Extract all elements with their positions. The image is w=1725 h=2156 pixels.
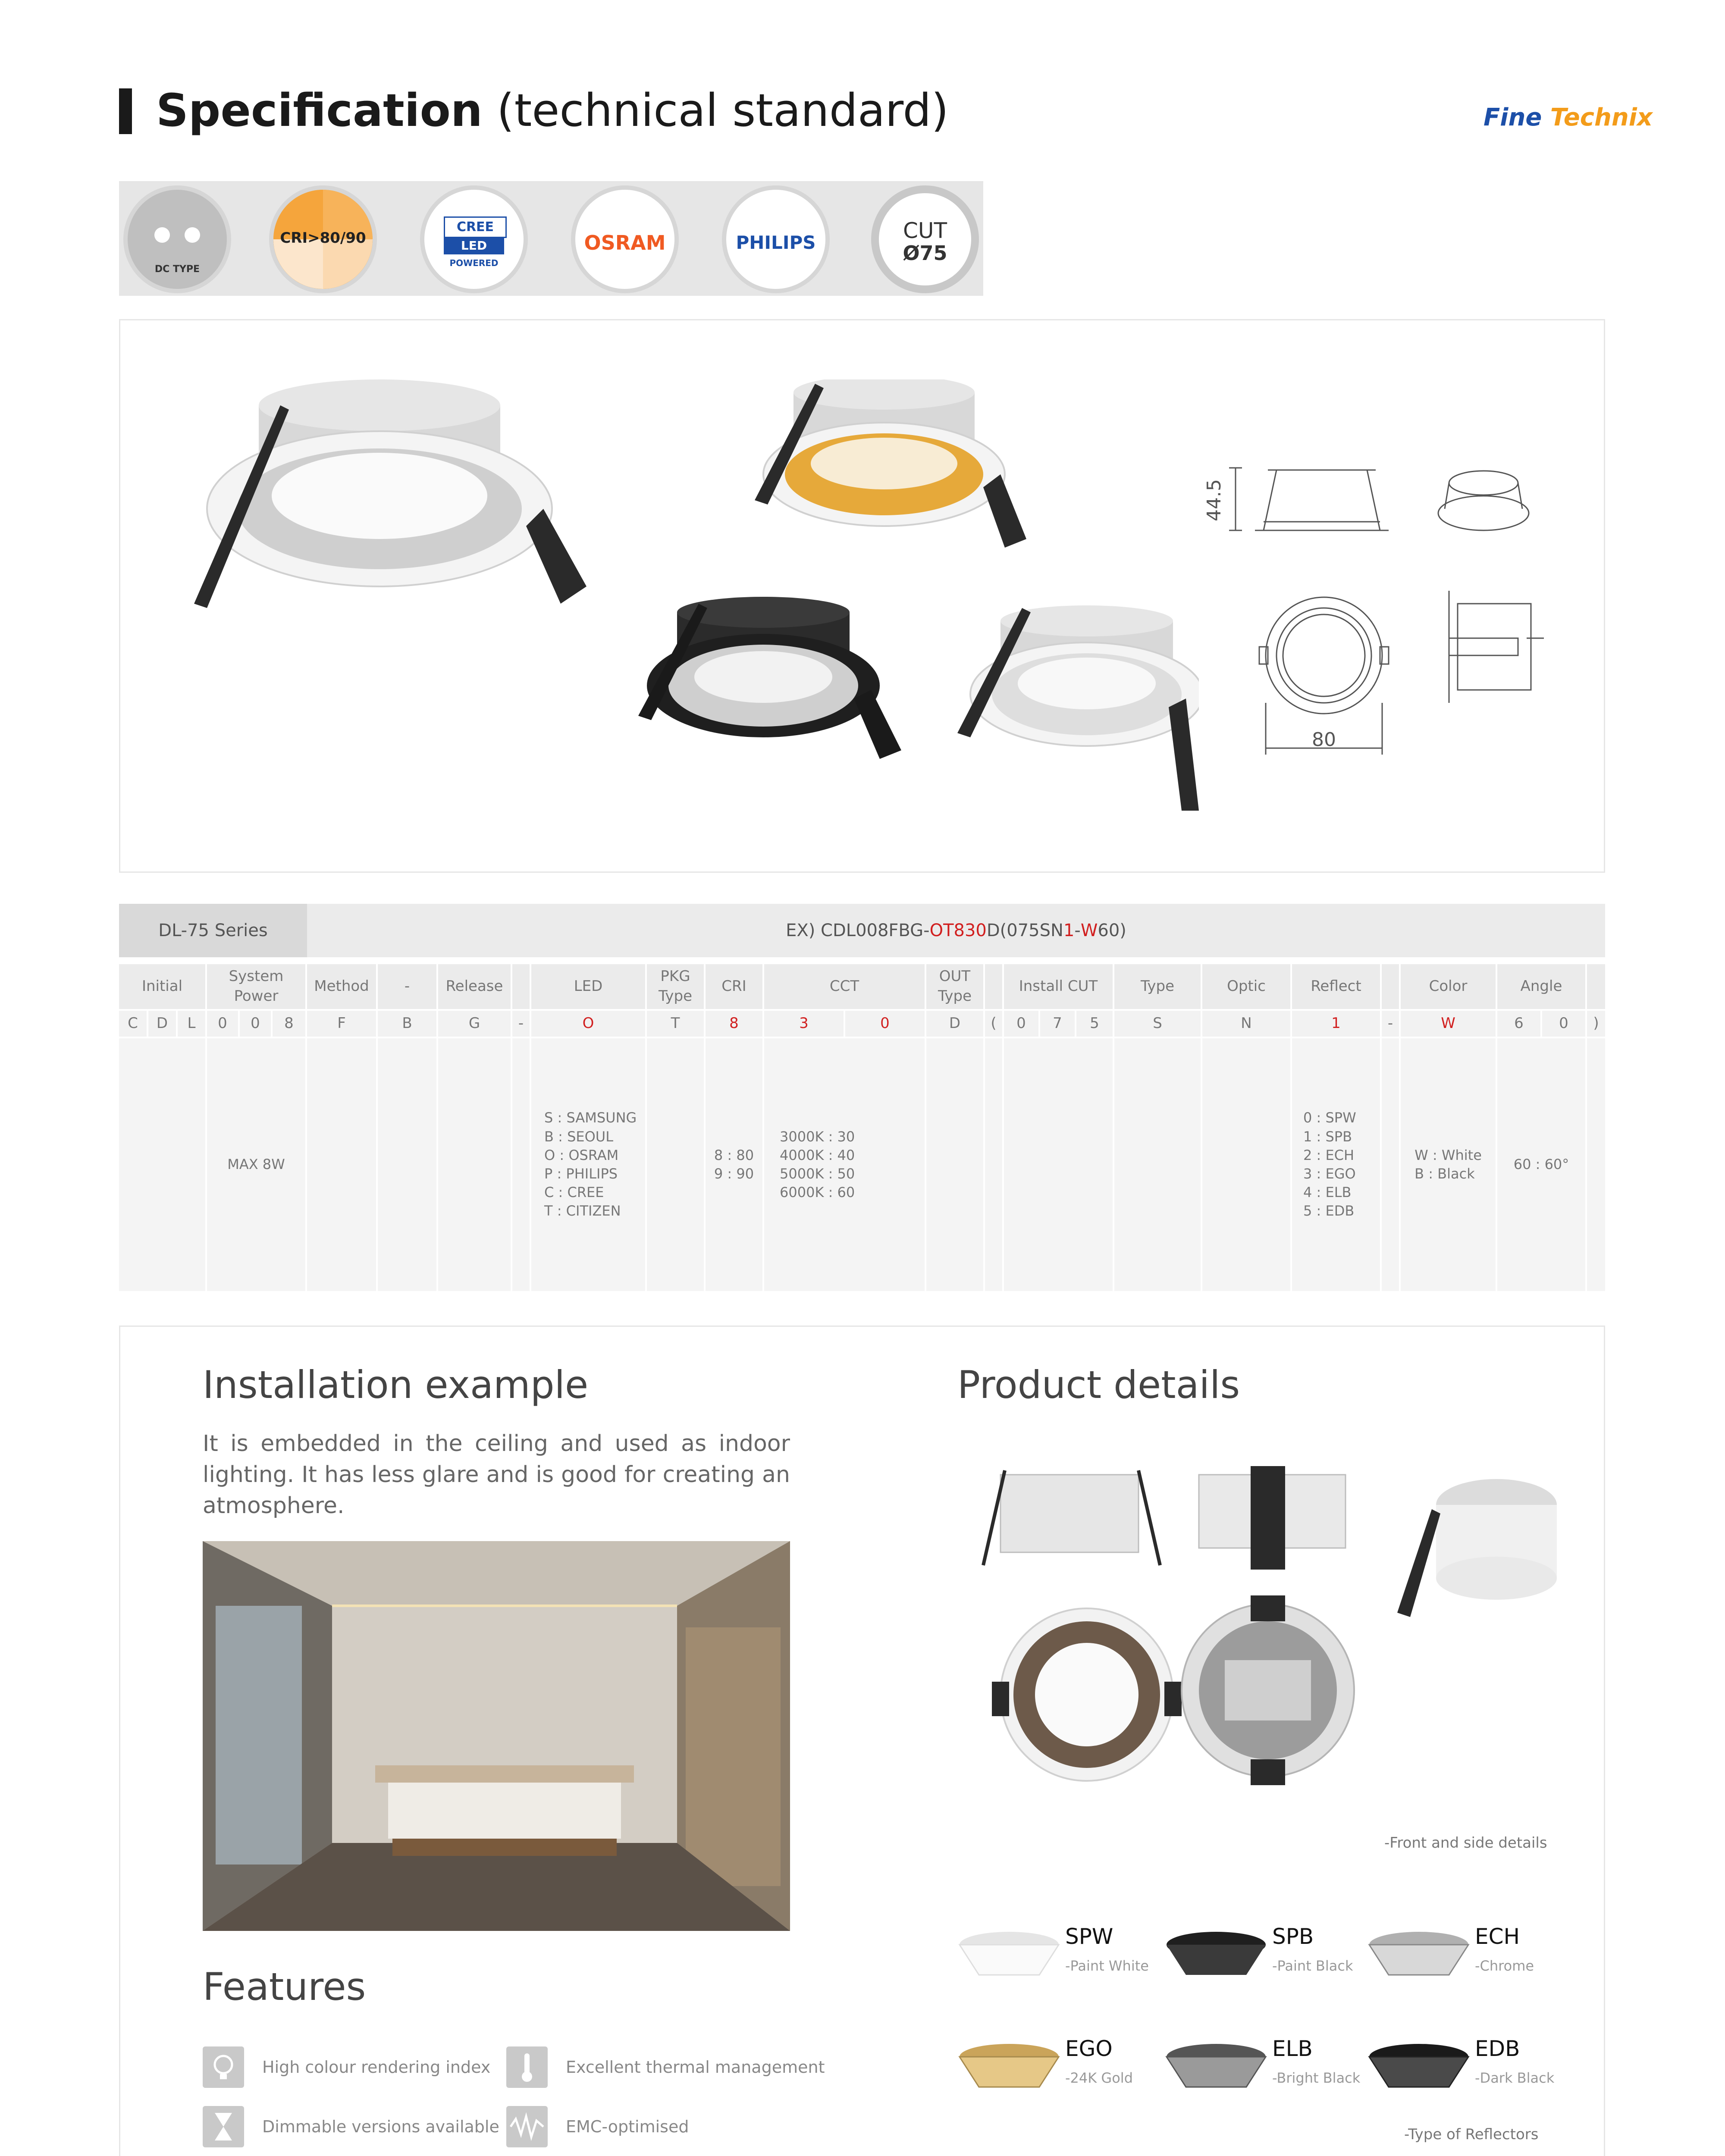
philips-badge xyxy=(722,185,830,293)
reflector-spb-image xyxy=(1164,1927,1268,1979)
code-char: 6 xyxy=(1497,1011,1540,1037)
code-char: ) xyxy=(1587,1011,1605,1037)
code-char: 0 xyxy=(207,1011,238,1037)
brand-logo xyxy=(1484,103,1653,132)
code-char-cri: 8 xyxy=(706,1011,762,1037)
example-part-led-cri: OT830 xyxy=(929,921,987,940)
example-part: 60) xyxy=(1098,921,1126,940)
header-color: Color xyxy=(1401,964,1496,1009)
code-char-reflect: 1 xyxy=(1292,1011,1380,1037)
features-title: Features xyxy=(203,1965,366,2009)
white-downlight-large-image xyxy=(194,379,586,608)
title-light: (technical standard) xyxy=(497,84,949,137)
white-downlight-small-image xyxy=(957,605,1199,811)
dc-type-badge xyxy=(123,185,231,293)
title-bold: Specification xyxy=(156,84,483,137)
profile-view-drawing xyxy=(1449,591,1544,703)
width-dimension: 80 xyxy=(1312,729,1336,751)
front-detail-image xyxy=(992,1608,1182,1781)
reflector-elb-code: ELB xyxy=(1272,2036,1313,2061)
body-cri: 8 : 80 9 : 90 xyxy=(706,1038,762,1291)
reflector-spw-name: -Paint White xyxy=(1065,1958,1149,1974)
example-part-reflect: 1 xyxy=(1063,921,1075,940)
reflector-elb-name: -Bright Black xyxy=(1272,2070,1361,2086)
reflector-edb-name: -Dark Black xyxy=(1475,2070,1555,2086)
title-accent-bar xyxy=(119,88,132,134)
page-title xyxy=(156,80,949,141)
body-pkg-type xyxy=(647,1038,704,1291)
header-spacer xyxy=(1382,964,1399,1009)
reflector-types-caption: -Type of Reflectors xyxy=(1404,2126,1539,2143)
cree-led-label: LED xyxy=(444,237,504,254)
body-type xyxy=(1114,1038,1201,1291)
gold-downlight-image xyxy=(755,379,1026,548)
body-color: W : White B : Black xyxy=(1401,1038,1496,1291)
reflector-ego-name: -24K Gold xyxy=(1065,2070,1133,2086)
code-char: S xyxy=(1114,1011,1201,1037)
body-spacer xyxy=(512,1038,530,1291)
installation-title: Installation example xyxy=(203,1363,589,1407)
code-char-cct: 0 xyxy=(845,1011,925,1037)
product-details-title: Product details xyxy=(957,1363,1240,1407)
body-led: S : SAMSUNG B : SEOUL O : OSRAM P : PHILIPS C : CREE T : CITIZEN xyxy=(531,1038,645,1291)
code-char-color: W xyxy=(1401,1011,1496,1037)
header-cri: CRI xyxy=(706,964,762,1009)
code-char: D xyxy=(148,1011,176,1037)
example-part: - xyxy=(1074,921,1081,940)
cree-powered-label: POWERED xyxy=(449,258,499,268)
code-char: 0 xyxy=(1542,1011,1585,1037)
code-char-cct: 3 xyxy=(764,1011,844,1037)
badge-strip xyxy=(119,181,983,296)
body-dash xyxy=(378,1038,436,1291)
dc-type-label: DC TYPE xyxy=(154,264,200,275)
side-detail-image-1 xyxy=(983,1470,1160,1565)
code-char: D xyxy=(926,1011,983,1037)
code-char: F xyxy=(307,1011,376,1037)
black-downlight-image xyxy=(638,597,901,759)
feature-cri: High colour rendering index xyxy=(262,2058,491,2077)
body-install-cut xyxy=(1004,1038,1113,1291)
code-char: G xyxy=(438,1011,511,1037)
side-view-drawing xyxy=(1229,468,1389,530)
code-char: L xyxy=(178,1011,205,1037)
feature-dimmable: Dimmable versions available xyxy=(262,2117,499,2136)
heatsink-detail-image xyxy=(1397,1479,1557,1617)
brand-part1: Fine xyxy=(1484,103,1542,132)
code-char: 8 xyxy=(273,1011,305,1037)
feature-thermal: Excellent thermal management xyxy=(566,2058,825,2077)
cree-label: CREE xyxy=(444,216,507,238)
header-system-power: System Power xyxy=(207,964,305,1009)
cut-size-label: Ø75 xyxy=(903,241,947,265)
technical-drawings xyxy=(1199,444,1552,772)
code-char: B xyxy=(378,1011,436,1037)
front-side-caption: -Front and side details xyxy=(1384,1834,1547,1852)
code-char: - xyxy=(1382,1011,1399,1037)
code-char: T xyxy=(647,1011,704,1037)
back-detail-image xyxy=(1182,1595,1354,1785)
header-type: Type xyxy=(1114,964,1201,1009)
example-part-color: W xyxy=(1080,921,1098,940)
example-code xyxy=(307,904,1605,957)
body-angle: 60 : 60° xyxy=(1497,1038,1585,1291)
light-bulb-icon xyxy=(203,2046,244,2088)
body-initial xyxy=(119,1038,205,1291)
header-cct: CCT xyxy=(764,964,925,1009)
code-char: 0 xyxy=(1004,1011,1038,1037)
product-renders xyxy=(181,379,1199,828)
side-detail-image-2 xyxy=(1199,1466,1346,1570)
osram-label: OSRAM xyxy=(584,231,666,254)
body-spacer xyxy=(985,1038,1002,1291)
header-optic: Optic xyxy=(1202,964,1290,1009)
thermal-icon xyxy=(506,2046,548,2088)
code-char: N xyxy=(1202,1011,1290,1037)
code-char: 7 xyxy=(1040,1011,1075,1037)
header-install-cut: Install CUT xyxy=(1004,964,1113,1009)
code-char: C xyxy=(119,1011,147,1037)
header-spacer xyxy=(985,964,1002,1009)
reflector-elb-image xyxy=(1164,2040,1268,2091)
header-angle: Angle xyxy=(1497,964,1585,1009)
reflector-edb-code: EDB xyxy=(1475,2036,1520,2061)
header-out-type: OUT Type xyxy=(926,964,983,1009)
header-spacer xyxy=(1587,964,1605,1009)
hourglass-icon xyxy=(203,2106,244,2147)
header-reflect: Reflect xyxy=(1292,964,1380,1009)
cri-badge xyxy=(269,185,377,293)
height-dimension: 44.5 xyxy=(1203,479,1225,521)
code-char: - xyxy=(512,1011,530,1037)
body-out-type xyxy=(926,1038,983,1291)
reflector-ech-image xyxy=(1367,1927,1471,1979)
reflector-spw-image xyxy=(957,1927,1061,1979)
header-initial: Initial xyxy=(119,964,205,1009)
feature-emc: EMC-optimised xyxy=(566,2117,689,2136)
product-detail-images xyxy=(957,1457,1561,1785)
body-reflect: 0 : SPW 1 : SPB 2 : ECH 3 : EGO 4 : ELB 5 : EDB xyxy=(1292,1038,1380,1291)
reflector-ech-name: -Chrome xyxy=(1475,1958,1534,1974)
spec-table xyxy=(119,904,1605,1291)
series-label: DL-75 Series xyxy=(119,904,307,957)
cri-label: CRI>80/90 xyxy=(280,229,366,247)
code-char: 0 xyxy=(240,1011,271,1037)
osram-badge xyxy=(571,185,679,293)
reflector-edb-image xyxy=(1367,2040,1471,2091)
header-pkg-type: PKG Type xyxy=(647,964,704,1009)
code-char: ( xyxy=(985,1011,1002,1037)
reflector-spb-name: -Paint Black xyxy=(1272,1958,1353,1974)
iso-view-drawing xyxy=(1438,471,1529,530)
room-installation-image xyxy=(203,1541,790,1931)
code-char-led: O xyxy=(531,1011,645,1037)
brand-part2: Technix xyxy=(1550,103,1653,132)
body-spacer xyxy=(1587,1038,1605,1291)
emc-wave-icon xyxy=(506,2106,548,2147)
reflector-ego-code: EGO xyxy=(1065,2036,1113,2061)
cut-size-badge xyxy=(871,185,979,293)
body-optic xyxy=(1202,1038,1290,1291)
header-dash: - xyxy=(378,964,436,1009)
cree-badge xyxy=(420,185,528,293)
body-release xyxy=(438,1038,511,1291)
header-method: Method xyxy=(307,964,376,1009)
philips-label: PHILIPS xyxy=(736,232,816,253)
body-cct: 3000K : 30 4000K : 40 5000K : 50 6000K : 60 xyxy=(764,1038,925,1291)
cut-label: CUT xyxy=(903,218,947,243)
body-spacer xyxy=(1382,1038,1399,1291)
header-spacer xyxy=(512,964,530,1009)
body-system-power: MAX 8W xyxy=(207,1038,305,1291)
example-part: EX) CDL008FBG- xyxy=(786,921,930,940)
example-part: D(075SN xyxy=(986,921,1063,940)
reflector-spw-code: SPW xyxy=(1065,1924,1113,1949)
header-release: Release xyxy=(438,964,511,1009)
code-char: 5 xyxy=(1076,1011,1113,1037)
body-method xyxy=(307,1038,376,1291)
reflector-ego-image xyxy=(957,2040,1061,2091)
reflector-ech-code: ECH xyxy=(1475,1924,1520,1949)
reflector-spb-code: SPB xyxy=(1272,1924,1314,1949)
installation-text: It is embedded in the ceiling and used as indoor lighting. It has less glare and is good for creating an atmosphere. xyxy=(203,1431,790,1519)
header-led: LED xyxy=(531,964,645,1009)
